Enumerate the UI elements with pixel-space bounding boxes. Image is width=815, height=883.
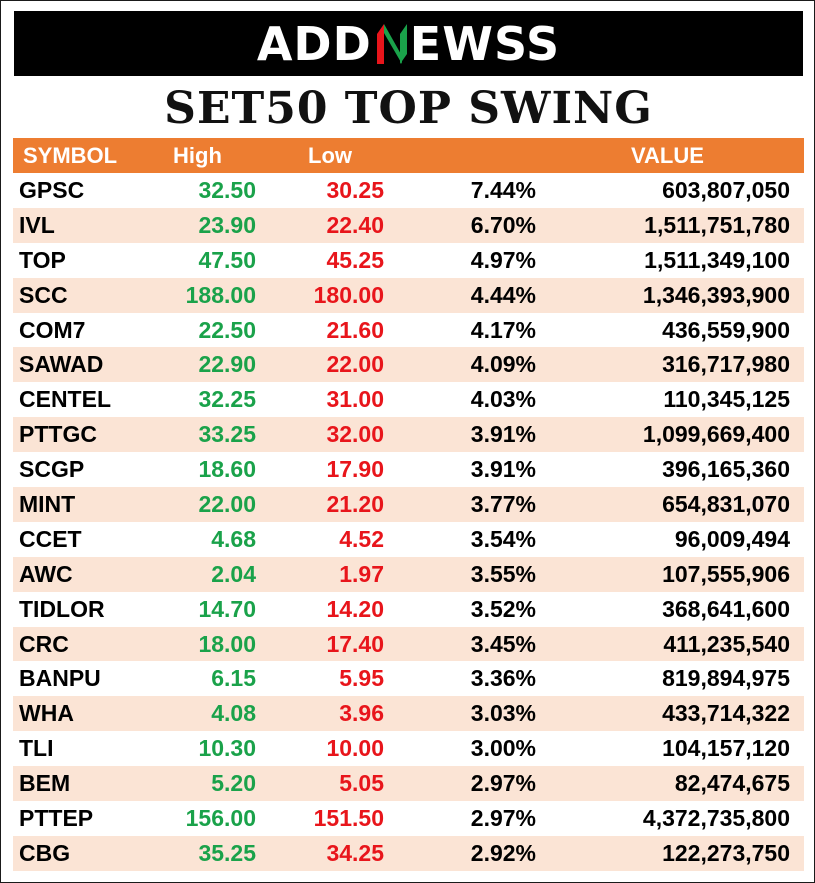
row-low: 5.05 <box>339 770 384 797</box>
row-high: 47.50 <box>198 246 256 273</box>
row-high: 22.50 <box>198 316 256 343</box>
table-row <box>13 347 804 382</box>
row-high: 18.60 <box>198 456 256 483</box>
row-symbol: CRC <box>19 630 69 657</box>
row-symbol: AWC <box>19 560 73 587</box>
row-percent: 3.36% <box>470 665 536 692</box>
row-high: 22.00 <box>198 490 256 517</box>
table-row <box>13 592 804 627</box>
row-high: 22.90 <box>198 351 256 378</box>
row-symbol: IVL <box>19 211 55 238</box>
row-low: 10.00 <box>326 735 384 762</box>
table-row <box>13 173 804 208</box>
row-value: 396,165,360 <box>662 456 790 483</box>
row-percent: 4.97% <box>470 246 536 273</box>
brand-logo-right: EWSS <box>409 16 561 71</box>
row-high: 5.20 <box>211 770 256 797</box>
row-low: 21.20 <box>326 490 384 517</box>
brand-banner <box>14 11 803 76</box>
table-row <box>13 731 804 766</box>
header-high: High <box>173 142 222 168</box>
row-high: 32.25 <box>198 386 256 413</box>
table-header <box>13 138 804 173</box>
brand-logo-left: ADD <box>256 16 372 71</box>
row-value: 819,894,975 <box>662 665 790 692</box>
header-low: Low <box>308 142 352 168</box>
table-row <box>13 661 804 696</box>
row-percent: 4.17% <box>470 316 536 343</box>
table-body <box>13 173 804 871</box>
row-high: 14.70 <box>198 595 256 622</box>
row-high: 10.30 <box>198 735 256 762</box>
row-value: 433,714,322 <box>662 700 790 727</box>
row-symbol: SAWAD <box>19 351 104 378</box>
row-percent: 4.03% <box>470 386 536 413</box>
row-low: 4.52 <box>339 525 384 552</box>
table-row <box>13 417 804 452</box>
row-high: 188.00 <box>185 281 256 308</box>
brand-logo <box>256 16 561 71</box>
row-low: 1.97 <box>339 560 384 587</box>
table-row <box>13 487 804 522</box>
row-percent: 4.44% <box>470 281 536 308</box>
row-value: 122,273,750 <box>662 839 790 866</box>
row-symbol: SCC <box>19 281 68 308</box>
row-low: 22.40 <box>326 211 384 238</box>
table-row <box>13 522 804 557</box>
row-low: 30.25 <box>326 176 384 203</box>
table-row <box>13 313 804 348</box>
table-row <box>13 382 804 417</box>
row-value: 368,641,600 <box>662 595 790 622</box>
row-percent: 3.54% <box>470 525 536 552</box>
row-symbol: CCET <box>19 525 82 552</box>
table-row <box>13 278 804 313</box>
row-symbol: PTTEP <box>19 804 94 831</box>
row-value: 1,346,393,900 <box>642 281 790 308</box>
header-value: VALUE <box>631 142 704 168</box>
row-high: 2.04 <box>211 560 256 587</box>
row-high: 156.00 <box>185 804 256 831</box>
row-value: 654,831,070 <box>662 490 790 517</box>
table-row <box>13 766 804 801</box>
row-percent: 3.55% <box>470 560 536 587</box>
page-title: SET50 TOP SWING <box>164 83 653 134</box>
row-value: 82,474,675 <box>674 770 790 797</box>
row-percent: 2.92% <box>470 839 536 866</box>
row-symbol: TOP <box>19 246 66 273</box>
row-percent: 7.44% <box>470 176 536 203</box>
row-symbol: WHA <box>19 700 74 727</box>
row-symbol: CENTEL <box>19 386 111 413</box>
row-high: 35.25 <box>198 839 256 866</box>
row-low: 32.00 <box>326 421 384 448</box>
row-low: 3.96 <box>339 700 384 727</box>
row-percent: 3.77% <box>470 490 536 517</box>
row-symbol: TLI <box>19 735 54 762</box>
row-symbol: MINT <box>19 490 76 517</box>
row-value: 4,372,735,800 <box>642 804 790 831</box>
swing-table <box>13 138 804 871</box>
row-high: 32.50 <box>198 176 256 203</box>
row-percent: 3.45% <box>470 630 536 657</box>
row-low: 151.50 <box>313 804 384 831</box>
row-high: 33.25 <box>198 421 256 448</box>
row-percent: 6.70% <box>470 211 536 238</box>
row-symbol: SCGP <box>19 456 85 483</box>
row-percent: 2.97% <box>470 804 536 831</box>
row-low: 180.00 <box>313 281 384 308</box>
row-symbol: PTTGC <box>19 421 97 448</box>
table-row <box>13 696 804 731</box>
row-symbol: COM7 <box>19 316 86 343</box>
table-row <box>13 627 804 662</box>
row-percent: 3.00% <box>470 735 536 762</box>
row-value: 96,009,494 <box>674 525 790 552</box>
row-low: 14.20 <box>326 595 384 622</box>
table-row <box>13 836 804 871</box>
row-symbol: BEM <box>19 770 71 797</box>
row-high: 18.00 <box>198 630 256 657</box>
row-high: 4.08 <box>211 700 256 727</box>
row-value: 104,157,120 <box>662 735 790 762</box>
row-value: 1,511,751,780 <box>644 211 790 238</box>
n-logo-icon <box>375 24 409 64</box>
table-row <box>13 452 804 487</box>
header-symbol: SYMBOL <box>23 142 118 168</box>
row-low: 34.25 <box>326 839 384 866</box>
row-high: 6.15 <box>211 665 256 692</box>
row-low: 21.60 <box>326 316 384 343</box>
row-value: 107,555,906 <box>662 560 790 587</box>
table-row <box>13 801 804 836</box>
row-symbol: BANPU <box>19 665 101 692</box>
row-percent: 3.52% <box>470 595 536 622</box>
row-high: 4.68 <box>211 525 256 552</box>
row-low: 17.40 <box>326 630 384 657</box>
row-percent: 3.91% <box>470 456 536 483</box>
row-high: 23.90 <box>198 211 256 238</box>
table-row <box>13 243 804 278</box>
row-percent: 4.09% <box>470 351 536 378</box>
row-value: 1,099,669,400 <box>642 421 790 448</box>
row-low: 17.90 <box>326 456 384 483</box>
row-symbol: GPSC <box>19 176 85 203</box>
row-value: 316,717,980 <box>662 351 790 378</box>
row-percent: 3.03% <box>470 700 536 727</box>
row-value: 411,235,540 <box>663 630 790 657</box>
row-low: 31.00 <box>326 386 384 413</box>
row-low: 5.95 <box>339 665 384 692</box>
row-value: 110,345,125 <box>663 386 790 413</box>
row-symbol: TIDLOR <box>19 595 105 622</box>
row-percent: 3.91% <box>470 421 536 448</box>
row-symbol: CBG <box>19 839 71 866</box>
table-row <box>13 208 804 243</box>
row-low: 22.00 <box>326 351 384 378</box>
row-value: 1,511,349,100 <box>644 246 790 273</box>
row-percent: 2.97% <box>470 770 536 797</box>
table-row <box>13 557 804 592</box>
row-value: 603,807,050 <box>662 176 790 203</box>
row-low: 45.25 <box>326 246 384 273</box>
row-value: 436,559,900 <box>662 316 790 343</box>
